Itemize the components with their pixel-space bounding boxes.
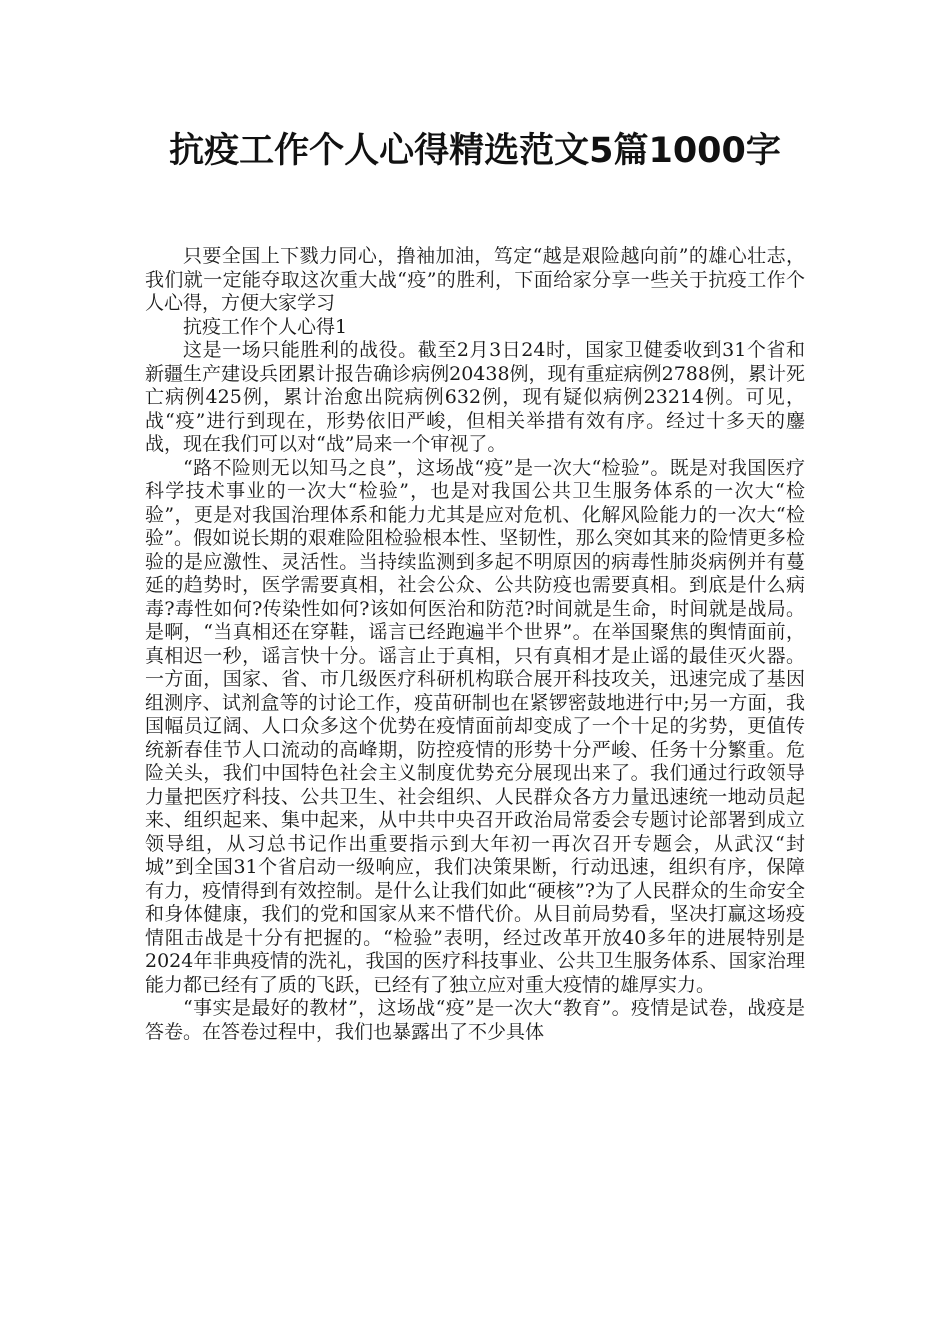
paragraph: “事实是最好的教材”，这场战“疫”是一次大“教育”。疫情是试卷，战疫是答卷。在答卷过程中，我们也暴露出了不少具体 xyxy=(145,997,805,1043)
section-heading: 抗疫工作个人心得1 xyxy=(183,315,348,338)
document-body xyxy=(145,245,805,1044)
document-title: 抗疫工作个人心得精选范文5篇1000字 xyxy=(169,131,781,171)
paragraph: “路不险则无以知马之良”，这场战“疫”是一次大“检验”。既是对我国医疗科学技术事业的一次大“检验”，也是对我国公共卫生服务体系的一次大“检验”，更是对我国治理体系和能力尤其是应对危机、化解风险能力的一次大“检验”。假如说长期的艰难险阻检验根本性、坚韧性，那么突如其来的险情更多检验的是应激性、灵活性。当持续监测到多起不明原因的病毒性肺炎病例并有蔓延的趋势时，医学需要真相，社会公众、公共防疫也需要真相。到底是什么病毒?毒性如何?传染性如何?该如何医治和防范?时间就是生命，时间就是战局。是啊，“当真相还在穿鞋，谣言已经跑遍半个世界”。在举国聚焦的舆情面前，真相迟一秒，谣言快十分。谣言止于真相，只有真相才是止谣的最佳灭火器。一方面，国家、省、市几级医疗科研机构联合展开科技攻关，迅速完成了基因组测序、试剂盒等的讨论工作，疫苗研制也在紧锣密鼓地进行中;另一方面，我国幅员辽阔、人口众多这个优势在疫情面前却变成了一个十足的劣势，更值传统新春佳节人口流动的高峰期，防控疫情的形势十分严峻、任务十分繁重。危险关头，我们中国特色社会主义制度优势充分展现出来了。我们通过行政领导力量把医疗科技、公共卫生、社会组织、人民群众各方力量迅速统一地动员起来、组织起来、集中起来，从中共中央召开政治局常委会专题讨论部署到成立领导组，从习总书记作出重要指示到大年初一再次召开专题会，从武汉“封城”到全国31个省启动一级响应，我们决策果断，行动迅速，组织有序，保障有力，疫情得到有效控制。是什么让我们如此“硬核”?为了人民群众的生命安全和身体健康，我们的党和国家从来不惜代价。从目前局势看，坚决打赢这场疫情阻击战是十分有把握的。“检验”表明，经过改革开放40多年的进展特别是2024年非典疫情的洗礼，我国的医疗科技事业、公共卫生服务体系、国家治理能力都已经有了质的飞跃，已经有了独立应对重大疫情的雄厚实力。 xyxy=(145,456,805,996)
paragraph: 这是一场只能胜利的战役。截至2月3日24时，国家卫健委收到31个省和新疆生产建设兵团累计报告确诊病例20438例，现有重症病例2788例，累计死亡病例425例，累计治愈出院病例632例，现有疑似病例23214例。可见，战“疫”进行到现在，形势依旧严峻，但相关举措有效有序。经过十多天的鏖战，现在我们可以对“战”局来一个审视了。 xyxy=(145,339,805,455)
paragraph-intro: 只要全国上下戮力同心，撸袖加油，笃定“越是艰险越向前”的雄心壮志，我们就一定能夺取这次重大战“疫”的胜利，下面给家分享一些关于抗疫工作个人心得，方便大家学习 xyxy=(145,245,805,314)
